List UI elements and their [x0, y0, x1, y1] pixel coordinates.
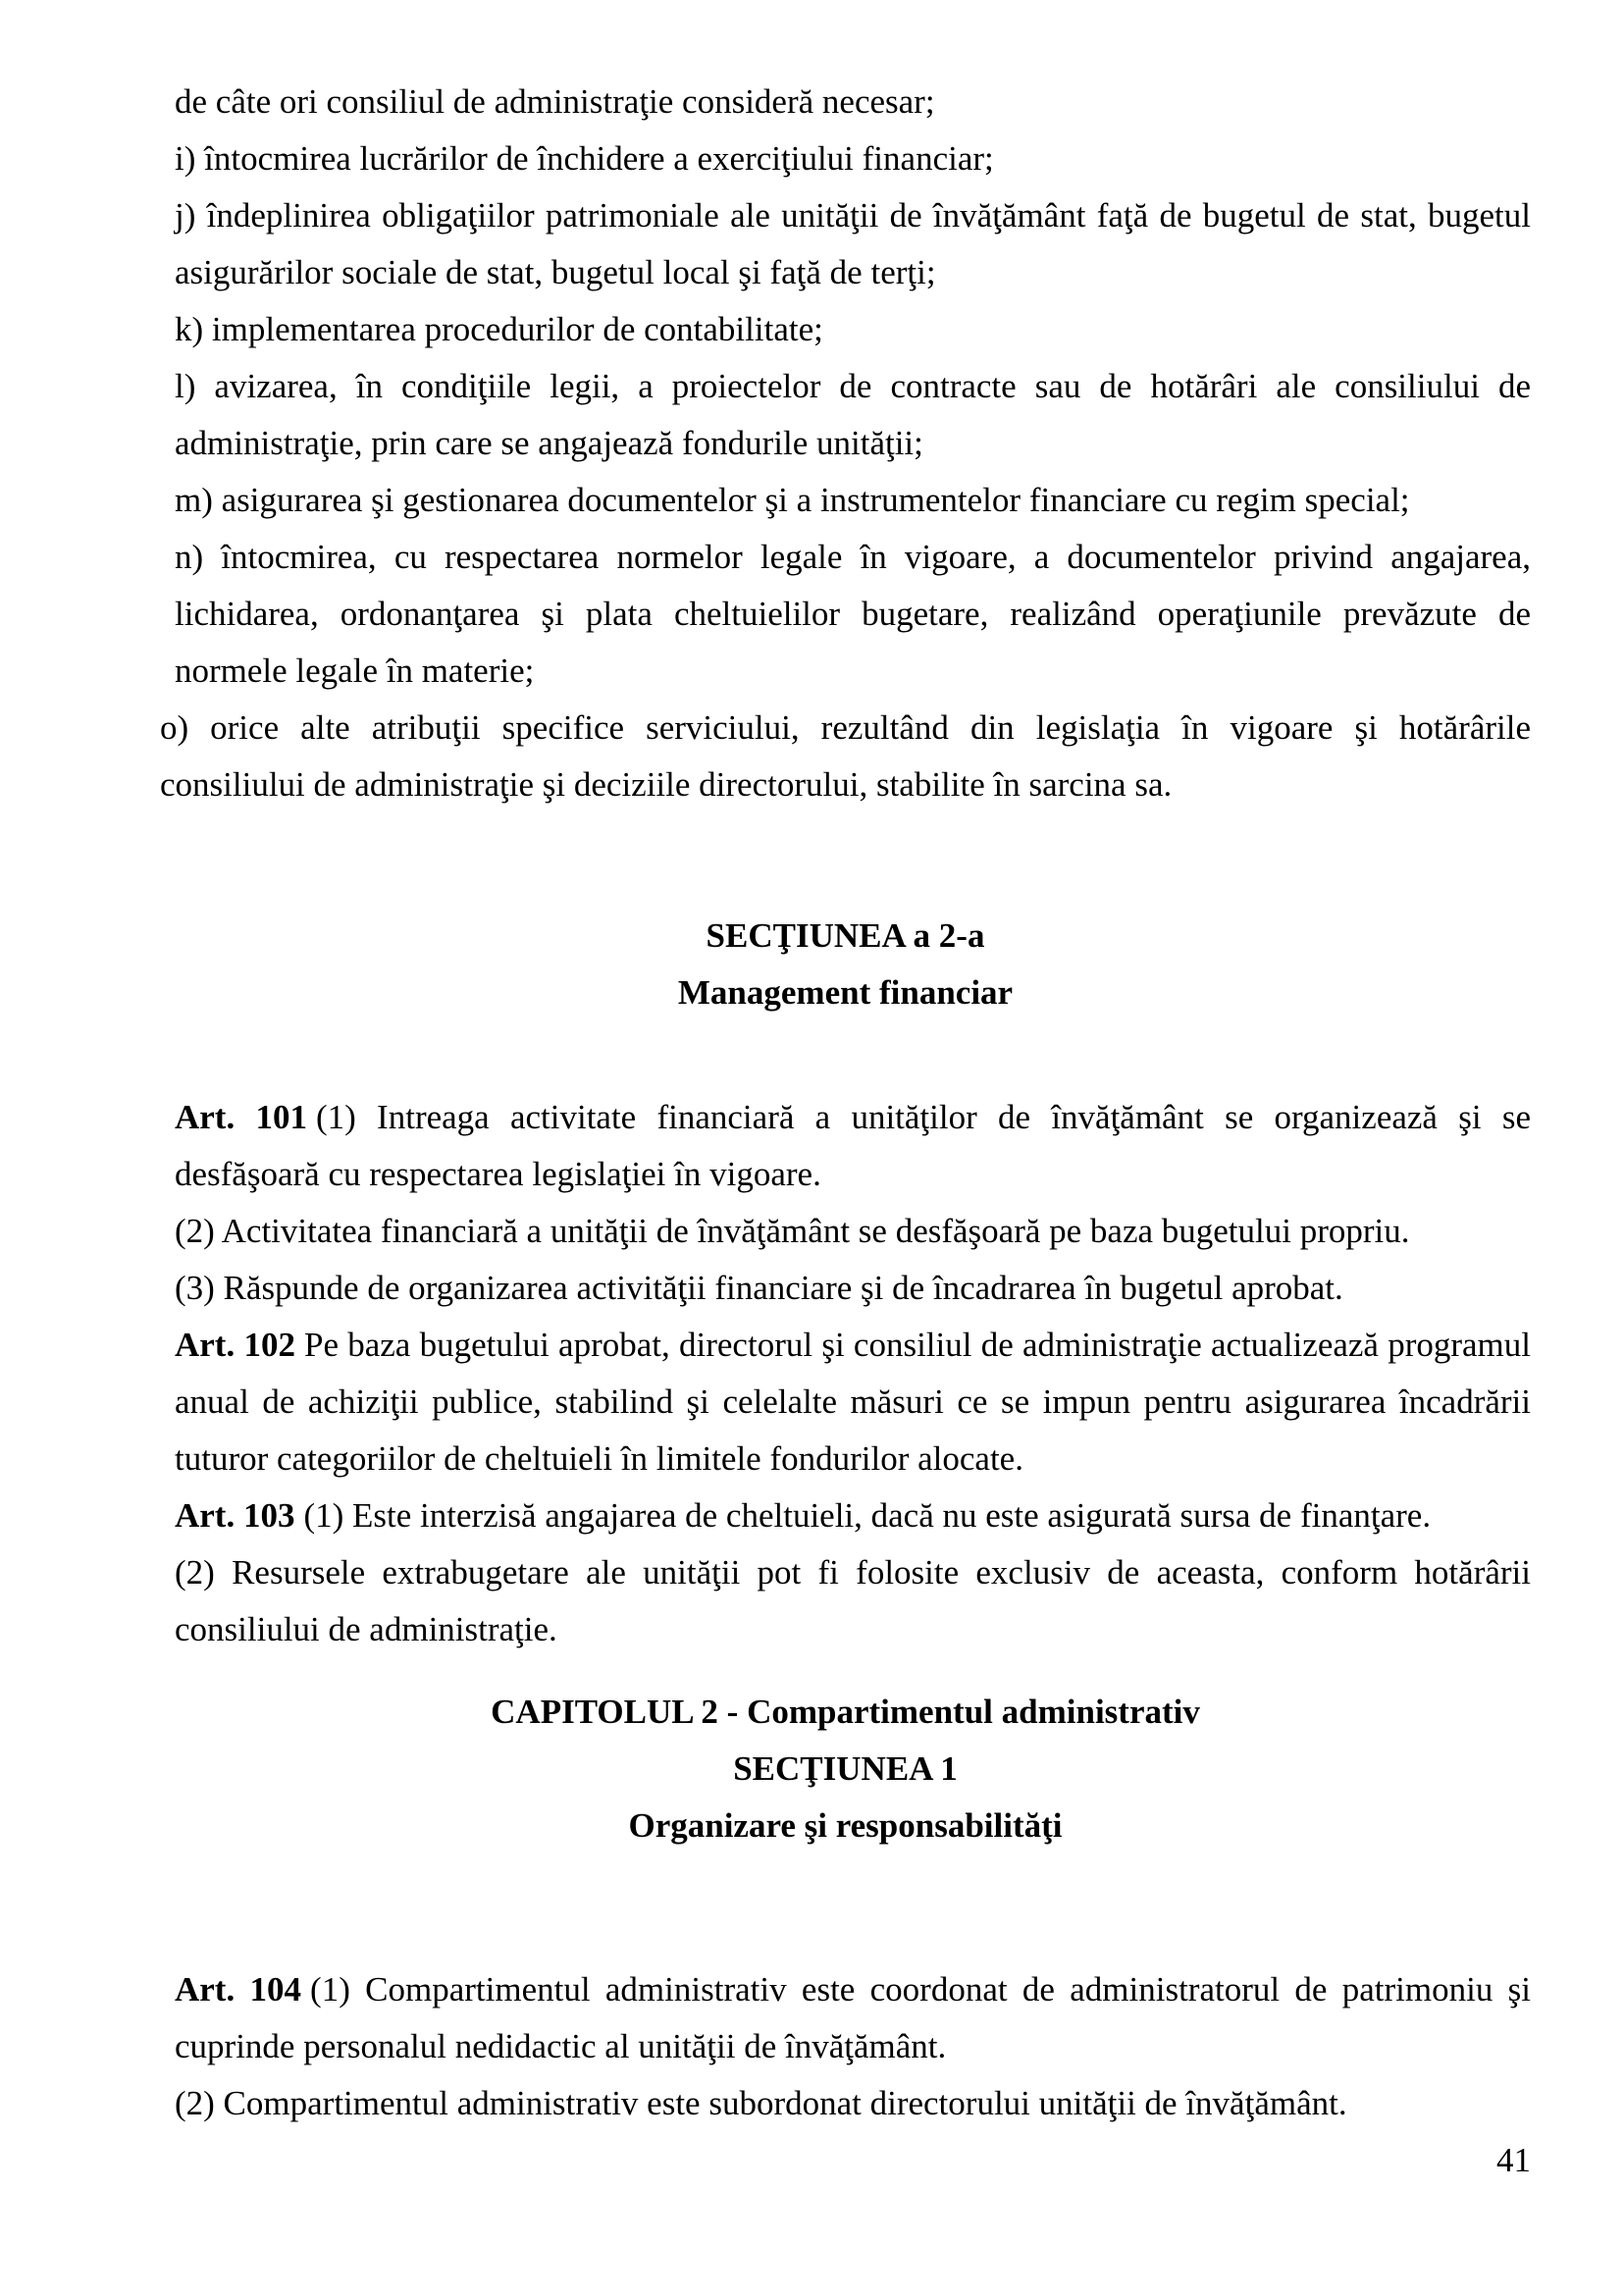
article-104-text: (1) Compartimentul administrativ este coordonat de administratorul de patrimoniu şi cuprinde personalul nedidactic al unităţii de învăţământ. — [175, 1970, 1532, 2065]
list-item-k: k) implementarea procedurilor de contabilitate; — [175, 310, 823, 348]
article-101 — [160, 1089, 1531, 1203]
section-2-title: Management financiar — [677, 973, 1014, 1012]
article-102-text: Pe baza bugetului aprobat, directorul şi consiliul de administraţie actualizează programul anual de achiziţii publice, stabilind şi celelalte măsuri ce se impun pentru asigurarea încadrării tuturor categoriilor de cheltuieli în limitele fondurilor alocate. — [175, 1326, 1532, 1478]
spacer — [160, 813, 1531, 908]
list-item-j: j) îndeplinirea obligaţiilor patrimoniale ale unităţii de învăţământ faţă de bugetul de stat, bugetul asigurărilor sociale de stat, bugetul local şi faţă de terţi; — [175, 196, 1531, 291]
list-item-o — [160, 700, 1531, 813]
article-101-para-2: (2) Activitatea financiară a unităţii de învăţământ se desfăşoară pe baza bugetului propriu. — [175, 1212, 1410, 1250]
list-item-continuation: de câte ori consiliul de administraţie consideră necesar; — [175, 82, 935, 121]
article-101-label: Art. 101 — [175, 1098, 307, 1136]
spacer — [160, 1021, 1531, 1089]
list-item-n: n) întocmirea, cu respectarea normelor legale în vigoare, a documentelor privind angajarea, lichidarea, ordonanţarea şi plata cheltuielilor bugetare, realizând operaţiunile prevăzute de normele legale în materie; — [175, 538, 1531, 690]
list-item-m: m) asigurarea şi gestionarea documentelor şi a instrumentelor financiare cu regim special; — [175, 481, 1410, 519]
page-number: 41 — [1496, 2141, 1531, 2179]
section-1-heading: SECŢIUNEA 1 — [733, 1749, 958, 1788]
spacer — [160, 1658, 1531, 1684]
article-104-label: Art. 104 — [175, 1970, 302, 2008]
article-103-para-2: (2) Resursele extrabugetare ale unităţii pot fi folosite exclusiv de aceasta, conform hotărârii consiliului de administraţie. — [175, 1553, 1531, 1648]
article-103-text: (1) Este interzisă angajarea de cheltuieli, dacă nu este asigurată sursa de finanţare. — [303, 1496, 1432, 1535]
spacer — [160, 1854, 1531, 1961]
article-101-text: (1) Intreaga activitate financiară a unităţilor de învăţământ se organizează şi se desfăşoară cu respectarea legislaţiei în vigoare. — [175, 1098, 1531, 1193]
article-104 — [160, 1961, 1531, 2075]
article-102-label: Art. 102 — [175, 1326, 295, 1364]
section-2-heading: SECŢIUNEA a 2-a — [706, 916, 985, 955]
list-item-o-text: orice alte atribuţii specifice serviciului, rezultând din legislaţia în vigoare şi hotărârile consiliului de administraţie şi deciziile directorului, stabilite în sarcina sa. — [160, 708, 1531, 804]
list-item-l: l) avizarea, în condiţiile legii, a proiectelor de contracte sau de hotărâri ale consiliului de administraţie, prin care se angajează fondurile unităţii; — [175, 367, 1531, 462]
article-102 — [160, 1317, 1531, 1487]
article-103 — [160, 1487, 1531, 1544]
article-101-para-3: (3) Răspunde de organizarea activităţii financiare şi de încadrarea în bugetul aprobat. — [175, 1269, 1343, 1307]
chapter-2-heading: CAPITOLUL 2 - Compartimentul administrativ — [491, 1693, 1200, 1731]
list-item-i: i) întocmirea lucrărilor de închidere a exerciţiului financiar; — [175, 139, 994, 178]
article-104-para-2: (2) Compartimentul administrativ este subordonat directorului unităţii de învăţământ. — [175, 2084, 1347, 2122]
section-1-title: Organizare şi responsabilităţi — [628, 1806, 1063, 1845]
list-item-o-marker: o) — [160, 708, 189, 747]
article-103-label: Art. 103 — [175, 1496, 295, 1535]
